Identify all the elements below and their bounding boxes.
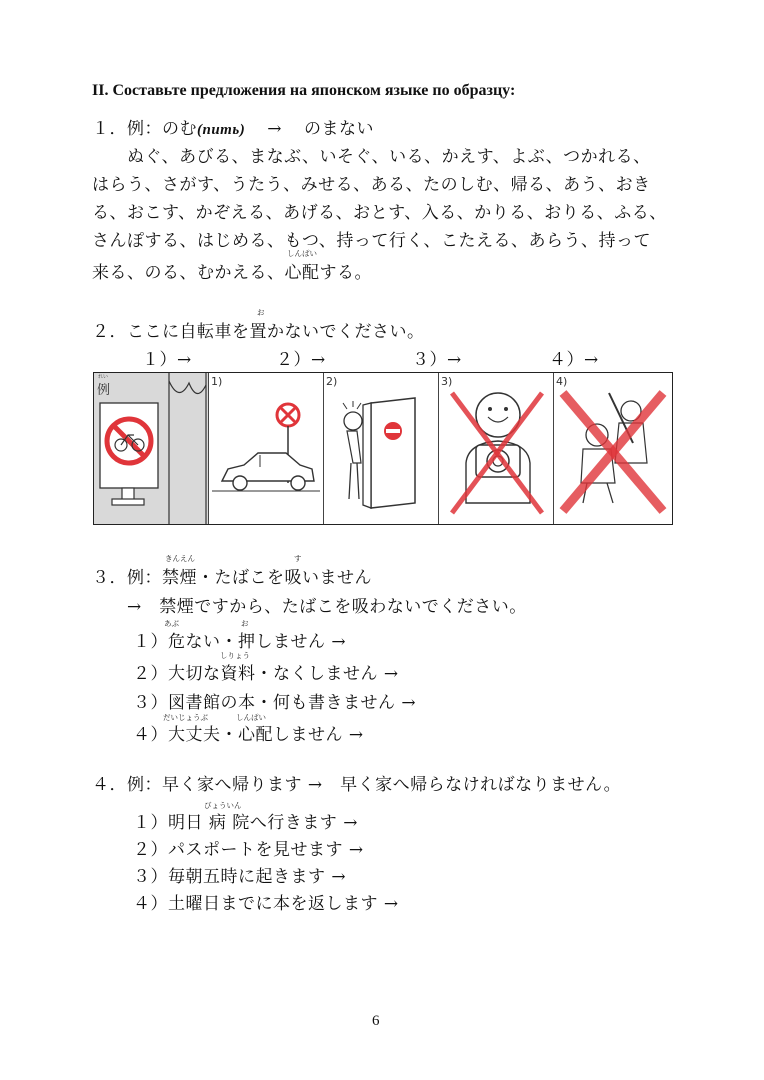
panel-label-furigana: れい: [98, 374, 109, 380]
example-gloss: (пить): [197, 122, 246, 138]
furigana: あぶ: [164, 619, 179, 628]
no-bicycle-sign-icon: [94, 373, 208, 524]
answer-slot: ４）→: [549, 350, 599, 370]
answer-slot: １）→: [142, 350, 192, 370]
exercise-3-item: ３）図書館の本・何も書きません →: [133, 693, 417, 713]
verb-line: はらう、さがす、うたう、みせる、ある、たのしむ、帰る、あう、おき: [92, 175, 651, 195]
answer-slot: ２）→: [276, 350, 326, 370]
verb-line: る、おこす、かぞえる、あげる、おとす、入る、かりる、おりる、ふる、: [92, 203, 667, 223]
exercise-3-item: ４）大丈夫・心配しません →: [133, 725, 364, 745]
panel-2: [323, 373, 439, 524]
exercise-3-answer: → 禁煙ですから、たばこを吸わないでください。: [127, 597, 527, 617]
exercise-2-sentence: ２．ここに自転車を置かないでください。: [92, 322, 425, 342]
verb-line: さんぽする、はじめる、もつ、持って行く、こたえる、あらう、持って: [92, 231, 651, 251]
furigana: しんぱい: [287, 249, 317, 258]
example-verb: のむ: [162, 119, 197, 139]
panel-label: 2): [326, 375, 338, 388]
picture-strip: [93, 372, 673, 525]
page-number: 6: [372, 1013, 380, 1029]
exercise-4-item: ２）パスポートを見せます →: [133, 840, 364, 860]
panel-label: 1): [211, 375, 223, 388]
exercise-3-item: １）危ない・押しません →: [133, 632, 347, 652]
exercise-1-example: [92, 114, 374, 139]
furigana: しんぱい: [236, 713, 266, 722]
furigana: だいじょうぶ: [163, 713, 208, 722]
exercise-4-item: １）明日 病 院へ行きます →: [133, 813, 358, 833]
verb-line: 来る、のる、むかえる、心配する。: [92, 263, 372, 283]
exercise-4-item: ４）土曜日までに本を返します →: [133, 894, 399, 914]
verb-line: ぬぐ、あびる、まなぶ、いそぐ、いる、かえす、よぶ、つかれる、: [127, 147, 651, 167]
no-entry-door-icon: [323, 373, 438, 524]
furigana: お: [257, 308, 265, 317]
exercise-1-number: １．例：: [92, 119, 162, 139]
panel-example: [94, 373, 209, 524]
example-answer: のまない: [303, 119, 374, 139]
panel-label: 例: [97, 383, 111, 398]
no-baseball-icon: [553, 373, 672, 524]
panel-label: 3): [441, 375, 453, 388]
furigana: しりょう: [220, 651, 250, 660]
exercise-title: II. Составьте предложения на японском языке по образцу:: [92, 82, 516, 99]
panel-4: [553, 373, 672, 524]
exercise-4-item: ３）毎朝五時に起きます →: [133, 867, 347, 887]
answer-slot: ３）→: [412, 350, 462, 370]
exercise-4-example: ４．例：早く家へ帰ります → 早く家へ帰らなければなりません。: [92, 775, 622, 795]
panel-label: 4): [556, 375, 568, 388]
panel-3: [438, 373, 554, 524]
furigana: す: [294, 554, 302, 563]
exercise-3-item: ２）大切な資料・なくしません →: [133, 664, 399, 684]
furigana: びょういん: [204, 801, 242, 810]
furigana: お: [241, 619, 249, 628]
panel-1: [208, 373, 324, 524]
no-photo-camera-icon: [438, 373, 553, 524]
exercise-3-example: ３．例：禁煙・たばこを吸いません: [92, 568, 372, 588]
furigana: きんえん: [165, 554, 195, 563]
no-parking-car-icon: [208, 373, 323, 524]
arrow: →: [267, 119, 282, 139]
